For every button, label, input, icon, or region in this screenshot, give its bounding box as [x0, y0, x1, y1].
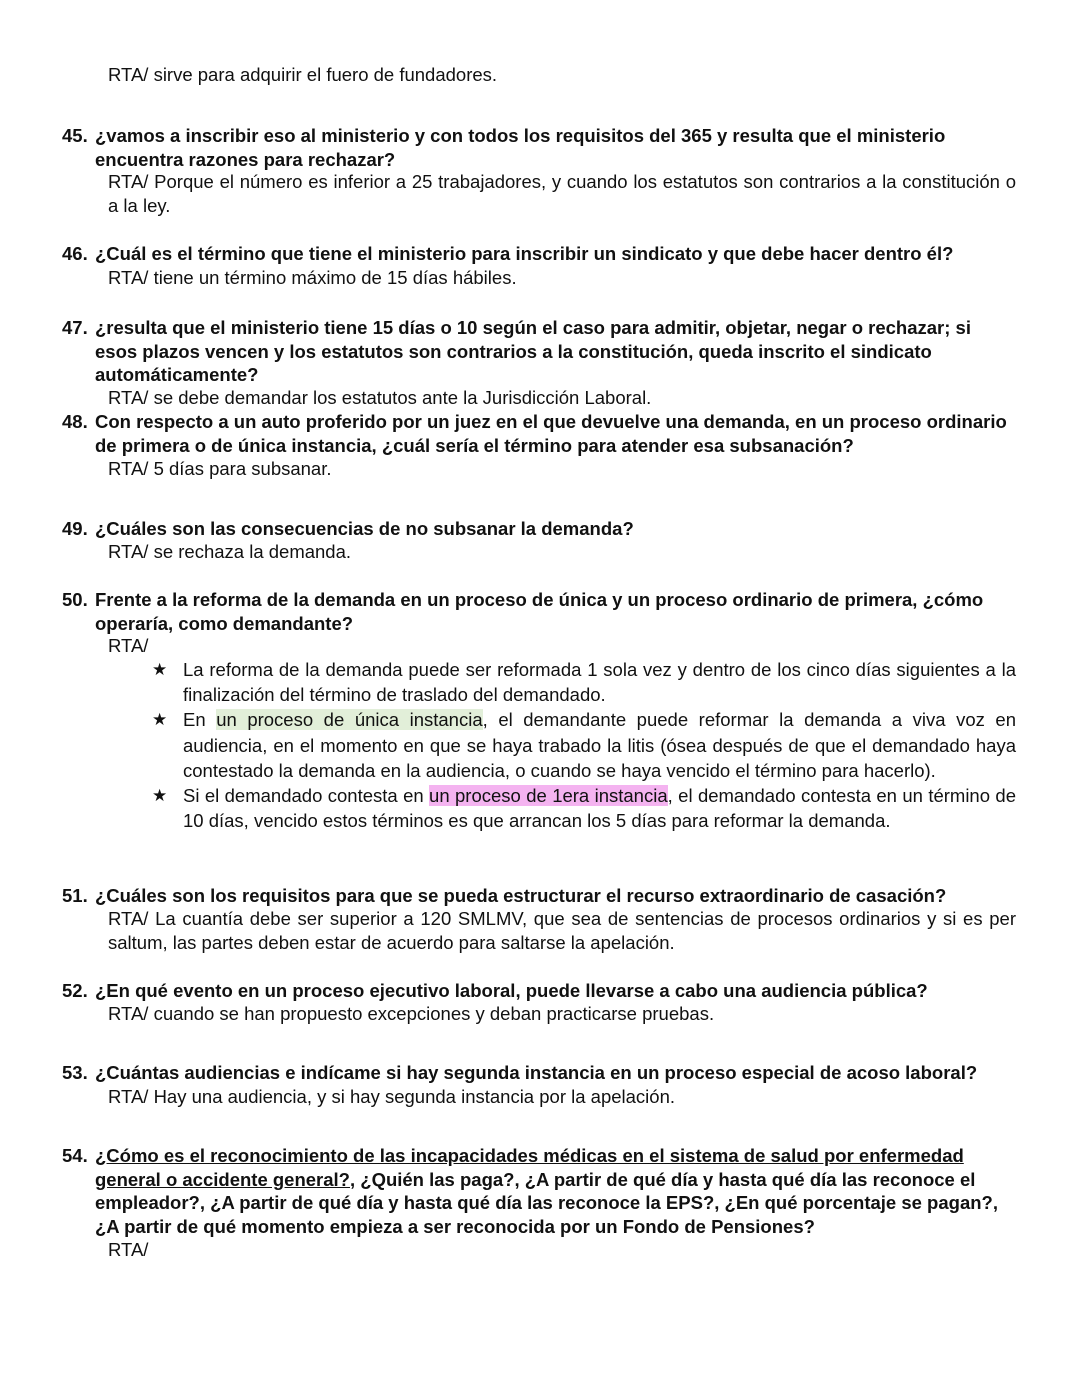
- question-46: [62, 242, 1016, 266]
- bullet-text-pre: Si el demandado contesta en: [183, 785, 430, 807]
- bullet-text-post: , el demandante puede reformar la demanda a viva voz en audiencia, en el momento en que se haya trabado la litis (ósea después de que el demandado haya contestado la demanda en la audiencia, o cuando se haya vencido el término para hacerlo).: [183, 709, 1016, 781]
- question-52: [62, 979, 1016, 1003]
- question-text: [95, 1144, 1016, 1238]
- question-48: [62, 410, 1016, 457]
- question-text-underlined: ¿Cómo es el reconocimiento de las incapacidades médicas en el sistema de salud por enfermedad general o accidente general?,: [95, 1145, 964, 1190]
- bullet-text-pre: En: [183, 709, 217, 731]
- question-49: [62, 517, 1016, 541]
- star-icon: ★: [152, 710, 168, 730]
- question-50: [62, 588, 1016, 635]
- question-54: [62, 1144, 1016, 1238]
- answer-48: RTA/ 5 días para subsanar.: [108, 458, 332, 479]
- question-text: ¿Cuáles son las consecuencias de no subsanar la demanda?: [95, 518, 634, 539]
- question-number: 51.: [62, 885, 88, 906]
- question-text: ¿vamos a inscribir eso al ministerio y con todos los requisitos del 365 y resulta que el ministerio encuentra razones para rechazar?: [95, 125, 946, 170]
- answer-50: RTA/: [108, 635, 149, 656]
- question-number: 47.: [62, 317, 88, 338]
- question-text: Con respecto a un auto proferido por un juez en el que devuelve una demanda, en un proceso ordinario de primera o de única instancia, ¿cuál sería el término para atender esa subsanación?: [95, 411, 1007, 456]
- question-number: 50.: [62, 589, 88, 610]
- star-icon: ★: [152, 660, 168, 679]
- question-text: ¿resulta que el ministerio tiene 15 días o 10 según el caso para admitir, objetar, negar o rechazar; si esos plazos vencen y los estatutos son contrarios a la constitución, queda inscrito el sindicato automáticamente?: [95, 317, 971, 385]
- star-icon: ★: [152, 786, 168, 806]
- answer-51: RTA/ La cuantía debe ser superior a 120 SMLMV, que sea de sentencias de procesos ordinarios y si es per saltum, las partes deben estar de acuerdo para saltarse la apelación.: [108, 908, 1016, 953]
- question-text-rest: ¿Quién las paga?, ¿A partir de qué día y hasta qué día las reconoce el empleador?, ¿A partir de qué día y hasta qué día las reconoce la EPS?, ¿En qué porcentaje se pagan?, ¿A partir de qué momento empieza a ser reconocida por un Fondo de Pensiones?: [95, 1168, 998, 1237]
- question-text: ¿Cuántas audiencias e indícame si hay segunda instancia en un proceso especial de acoso laboral?: [95, 1062, 978, 1083]
- question-number: 53.: [62, 1062, 88, 1083]
- answer-53: RTA/ Hay una audiencia, y si hay segunda instancia por la apelación.: [108, 1086, 675, 1107]
- answer-47: RTA/ se debe demandar los estatutos ante la Jurisdicción Laboral.: [108, 387, 652, 408]
- answer-44: RTA/ sirve para adquirir el fuero de fundadores.: [108, 64, 498, 85]
- answer-54: RTA/: [108, 1239, 149, 1260]
- question-number: 52.: [62, 980, 88, 1001]
- answer-49: RTA/ se rechaza la demanda.: [108, 541, 352, 562]
- bullet-item: [152, 783, 1016, 833]
- question-number: 49.: [62, 518, 88, 539]
- question-number: 45.: [62, 125, 88, 146]
- question-45: [62, 124, 1016, 171]
- bullet-item: [152, 657, 1016, 707]
- question-text: ¿Cuáles son los requisitos para que se pueda estructurar el recurso extraordinario de casación?: [95, 885, 947, 906]
- highlight-primera-instancia: un proceso de 1era instancia: [429, 785, 668, 807]
- question-51: [62, 884, 1016, 908]
- question-number: 54.: [62, 1145, 88, 1166]
- answer-46: RTA/ tiene un término máximo de 15 días hábiles.: [108, 267, 517, 288]
- question-text: Frente a la reforma de la demanda en un proceso de única y un proceso ordinario de primera, ¿cómo operaría, como demandante?: [95, 589, 984, 634]
- question-47: [62, 316, 1016, 387]
- highlight-unica-instancia: un proceso de única instancia: [216, 709, 483, 731]
- question-number: 48.: [62, 411, 88, 432]
- bullet-text-post: , el demandado contesta en un término de 10 días, vencido estos términos es que arrancan los 5 días para reformar la demanda.: [183, 785, 1016, 832]
- answer-45: RTA/ Porque el número es inferior a 25 trabajadores, y cuando los estatutos son contrarios a la constitución o a la ley.: [108, 171, 1016, 216]
- answer-50-bullets: [152, 657, 1016, 833]
- bullet-text: La reforma de la demanda puede ser reformada 1 sola vez y dentro de los cinco días siguientes a la finalización del término de traslado del demandado.: [183, 659, 1016, 706]
- question-number: 46.: [62, 243, 88, 264]
- bullet-item: [152, 707, 1016, 783]
- question-53: [62, 1061, 1016, 1085]
- answer-52: RTA/ cuando se han propuesto excepciones y deban practicarse pruebas.: [108, 1003, 715, 1024]
- question-text: ¿Cuál es el término que tiene el ministerio para inscribir un sindicato y que debe hacer dentro él?: [95, 243, 954, 264]
- question-text: ¿En qué evento en un proceso ejecutivo laboral, puede llevarse a cabo una audiencia pública?: [95, 980, 928, 1001]
